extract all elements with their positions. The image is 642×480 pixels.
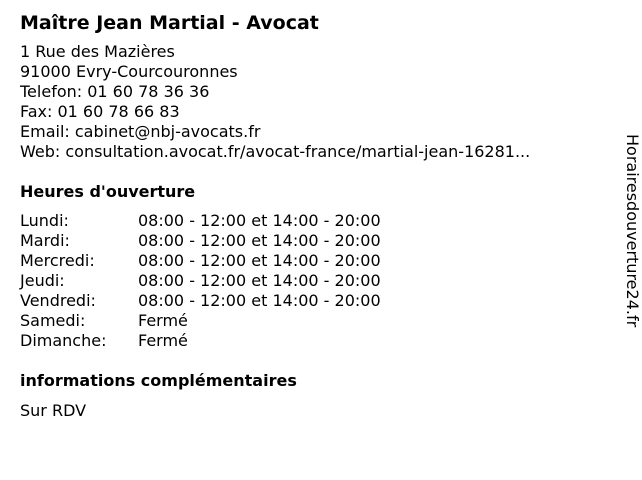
address-city: 91000 Evry-Courcouronnes: [20, 62, 238, 81]
hours-row-sunday: [20, 331, 600, 351]
contact-block: [20, 42, 600, 162]
day-label: Mercredi:: [20, 251, 95, 270]
additional-info-heading: informations complémentaires: [20, 371, 297, 390]
day-label: Mardi:: [20, 231, 70, 250]
page-title: Maître Jean Martial - Avocat: [20, 12, 319, 34]
fax-text: Fax: 01 60 78 66 83: [20, 102, 180, 121]
web-text: Web: consultation.avocat.fr/avocat-france/martial-jean-16281...: [20, 142, 531, 161]
day-label: Samedi:: [20, 311, 86, 330]
email-text: Email: cabinet@nbj-avocats.fr: [20, 122, 261, 141]
opening-hours-heading: Heures d'ouverture: [20, 182, 196, 201]
hours-row-monday: [20, 211, 600, 231]
day-hours: Fermé: [138, 311, 188, 330]
day-label: Vendredi:: [20, 291, 96, 310]
day-hours: 08:00 - 12:00 et 14:00 - 20:00: [138, 271, 381, 290]
address-street: 1 Rue des Mazières: [20, 42, 175, 61]
day-hours: 08:00 - 12:00 et 14:00 - 20:00: [138, 211, 381, 230]
hours-row-wednesday: [20, 251, 600, 271]
business-card: [20, 10, 600, 421]
additional-info-text: Sur RDV: [20, 401, 87, 420]
day-label: Jeudi:: [20, 271, 65, 290]
day-hours: 08:00 - 12:00 et 14:00 - 20:00: [138, 251, 381, 270]
day-label: Dimanche:: [20, 331, 107, 350]
phone-text: Telefon: 01 60 78 36 36: [20, 82, 210, 101]
day-hours: Fermé: [138, 331, 188, 350]
hours-row-saturday: [20, 311, 600, 331]
hours-row-thursday: [20, 271, 600, 291]
site-watermark: Horairesdouverture24.fr: [623, 134, 642, 328]
hours-row-friday: [20, 291, 600, 311]
hours-row-tuesday: [20, 231, 600, 251]
day-hours: 08:00 - 12:00 et 14:00 - 20:00: [138, 291, 381, 310]
day-label: Lundi:: [20, 211, 69, 230]
day-hours: 08:00 - 12:00 et 14:00 - 20:00: [138, 231, 381, 250]
opening-hours-table: [20, 211, 600, 351]
